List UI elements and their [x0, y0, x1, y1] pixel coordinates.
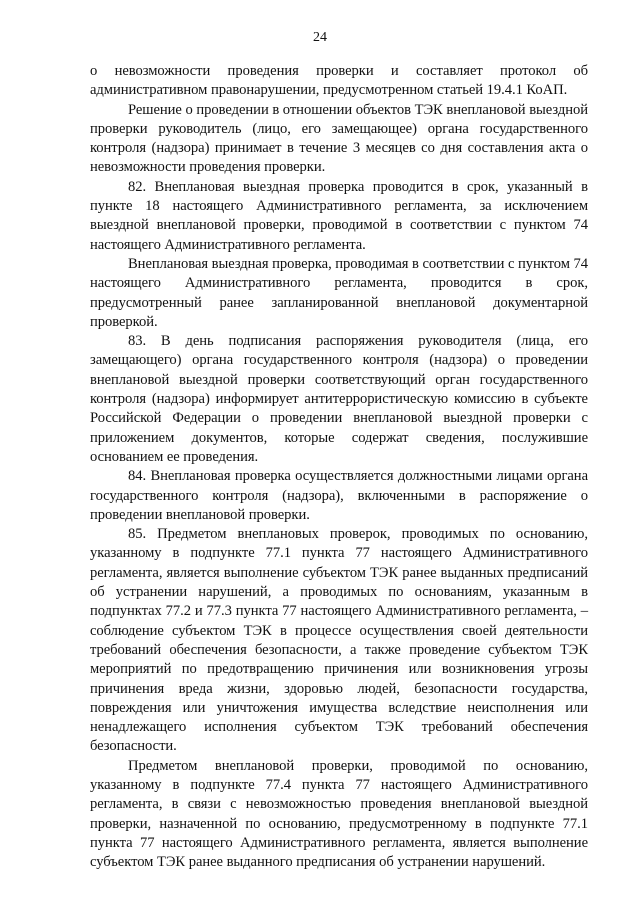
paragraph-continuation: о невозможности проведения проверки и составляет протокол об административном правонарушении, предусмотренном статьей 19.4.1 КоАП.: [90, 63, 588, 99]
paragraph-85-continued: Предметом внеплановой проверки, проводимой по основанию, указанному в подпункте 77.4 пункта 77 настоящего Административного регламента, в связи с невозможностью проведения внеплановой выездной проверки, назначенной по основанию, предусмотренному в подпункте 77.1 пункта 77 настоящего Административного регламента, является выполнение субъектом ТЭК ранее выданного предписания об устранении нарушений.: [90, 757, 588, 871]
paragraph-83: 83. В день подписания распоряжения руководителя (лица, его замещающего) органа государственного контроля (надзора) о проведении внеплановой выездной проверки соответствующий орган государственного контроля (надзора) информирует антитеррористическую комиссию в субъекте Российской Федерации о проведении внеплановой выездной проверки с приложением документов, которые содержат сведения, послужившие основанием ее проведения.: [90, 333, 588, 465]
paragraph-84: 84. Внеплановая проверка осуществляется должностными лицами органа государственного контроля (надзора), включенными в распоряжение о проведении внеплановой проверки.: [90, 468, 588, 523]
page-number: 24: [313, 30, 327, 45]
paragraph-85: 85. Предметом внеплановых проверок, проводимых по основанию, указанному в подпункте 77.1 пункта 77 настоящего Административного регламента, является выполнение субъектом ТЭК ранее выданных предписаний об устранении нарушений, а проводимых по основаниям, указанным в подпунктах 77.2 и 77.3 пункта 77 настоящего Административного регламента, – соблюдение субъектом ТЭК в процессе осуществления своей деятельности требований обеспечения безопасности, а также проведение субъектом ТЭК мероприятий по предотвращению причинения или возникновения угрозы причинения вреда жизни, здоровью людей, безопасности государства, повреждения или уничтожения имущества вследствие неисполнения или ненадлежащего исполнения субъектом ТЭК требований обеспечения безопасности.: [90, 526, 588, 755]
paragraph-82: 82. Внеплановая выездная проверка проводится в срок, указанный в пункте 18 настоящего Административного регламента, за исключением выездной внеплановой проверки, проводимой в соответствии с пунктом 74 настоящего Административного регламента.: [90, 178, 588, 253]
paragraph-decision: Решение о проведении в отношении объектов ТЭК внеплановой выездной проверки руководитель (лицо, его замещающее) органа государственного контроля (надзора) принимает в течение 3 месяцев со дня составления акта о невозможности проведения проверки.: [90, 101, 588, 176]
paragraph-82-continued: Внеплановая выездная проверка, проводимая в соответствии с пунктом 74 настоящего Административного регламента, проводится в срок, предусмотренный ранее запланированной внеплановой документарной проверкой.: [90, 255, 588, 330]
